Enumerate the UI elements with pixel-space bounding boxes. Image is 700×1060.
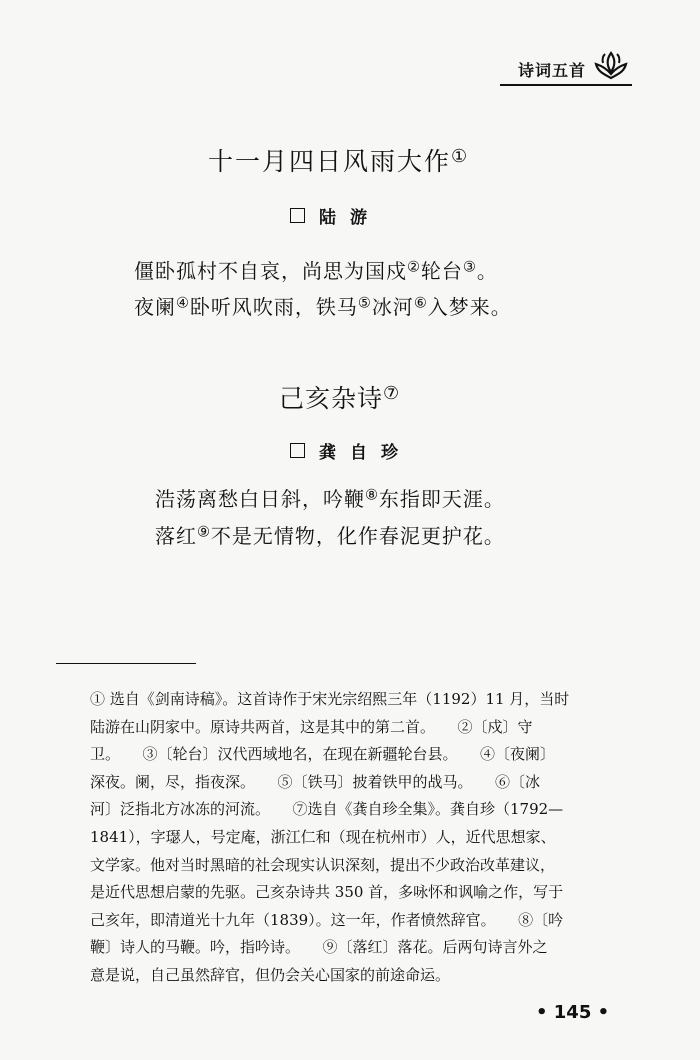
poem2-title-note: ⑦ — [383, 382, 401, 404]
poem2-title — [279, 379, 400, 415]
footnote-marker: ⑥ — [413, 295, 428, 312]
poem-text: 。 — [476, 259, 498, 283]
footnote-marker: ⑧ — [365, 487, 379, 504]
poem-text: 冰河 — [371, 295, 414, 319]
footnote-line: 意是说，自己虽然辞官，但仍会关心国家的前途命运。 — [90, 965, 451, 984]
footnote-line: 河〕泛指北方冰冻的河流。 ⑦选自《龚自珍全集》。龚自珍（1792— — [90, 800, 564, 819]
poem-text: 轮台 — [420, 259, 463, 283]
poem1-author — [290, 203, 381, 228]
poem1-line-1 — [134, 255, 498, 284]
poem-text: 卧听风吹雨，铁马 — [189, 295, 358, 319]
author-box-icon — [290, 208, 305, 223]
poem1-title-text: 十一月四日风雨大作 — [208, 147, 452, 176]
running-header-title: 诗词五首 — [518, 61, 587, 80]
footnote-line: 文学家。他对当时黑暗的社会现实认识深刻，提出不少政治改革建议， — [90, 855, 556, 874]
poem2-line-2 — [155, 520, 505, 549]
book-leaf-emblem-icon — [594, 50, 628, 82]
footnote-marker: ⑤ — [357, 295, 372, 312]
footnote-line: 深夜。阑，尽，指夜深。 ⑤〔铁马〕披着铁甲的战马。 ⑥〔冰 — [90, 772, 541, 791]
footnote-marker: ② — [407, 259, 421, 276]
footnote-line: 1841），字璱人，号定庵，浙江仁和（现在杭州市）人，近代思想家、 — [90, 827, 556, 846]
poem2-author — [290, 438, 412, 463]
poem-text: 落红 — [155, 524, 197, 548]
page-number: • 145 • — [536, 1002, 610, 1023]
footnote-line: 己亥年，即清道光十九年（1839）。这一年，作者愤然辞官。 ⑧〔吟 — [90, 910, 564, 929]
poem1-line-2 — [134, 291, 512, 320]
footnote-line: 鞭〕诗人的马鞭。吟，指吟诗。 ⑨〔落红〕落花。后两句诗言外之 — [90, 938, 548, 957]
footnote-marker: ③ — [462, 259, 477, 276]
footnote-line: 是近代思想启蒙的先驱。己亥杂诗共 350 首，多咏怀和讽喻之作，写于 — [90, 883, 564, 902]
poem-text: 浩荡离愁白日斜，吟鞭 — [155, 487, 365, 511]
author-box-icon — [290, 443, 305, 458]
poem1-author-name: 陆游 — [319, 208, 381, 228]
poem-text: 夜阑 — [134, 295, 176, 319]
poem-text: 僵卧孤村不自哀，尚思为国戍 — [134, 259, 407, 283]
footnote-line: 陆游在山阴家中。原诗共两首，这是其中的第二首。 ②〔戍〕守 — [90, 717, 533, 736]
header-rule — [500, 84, 632, 86]
poem2-line-1 — [155, 483, 505, 512]
footnote-line: 卫。 ③〔轮台〕汉代西域地名，在现在新疆轮台县。 ④〔夜阑〕 — [90, 745, 556, 764]
poem1-title — [208, 142, 469, 178]
footnote-line: ① 选自《剑南诗稿》。这首诗作于宋光宗绍熙三年（1192）11 月，当时 — [90, 690, 570, 708]
poem-text: 入梦来。 — [427, 295, 512, 319]
poem2-title-text: 己亥杂诗 — [279, 384, 384, 413]
poem-text: 东指即天涯。 — [378, 487, 505, 511]
footnote-marker: ④ — [176, 295, 190, 312]
poem1-title-note: ① — [451, 145, 470, 167]
poem-text: 不是无情物，化作春泥更护花。 — [210, 524, 505, 548]
footnote-separator — [56, 663, 196, 664]
footnotes — [90, 686, 630, 990]
footnote-marker: ⑨ — [197, 524, 211, 541]
poem2-author-name: 龚自珍 — [319, 443, 412, 463]
